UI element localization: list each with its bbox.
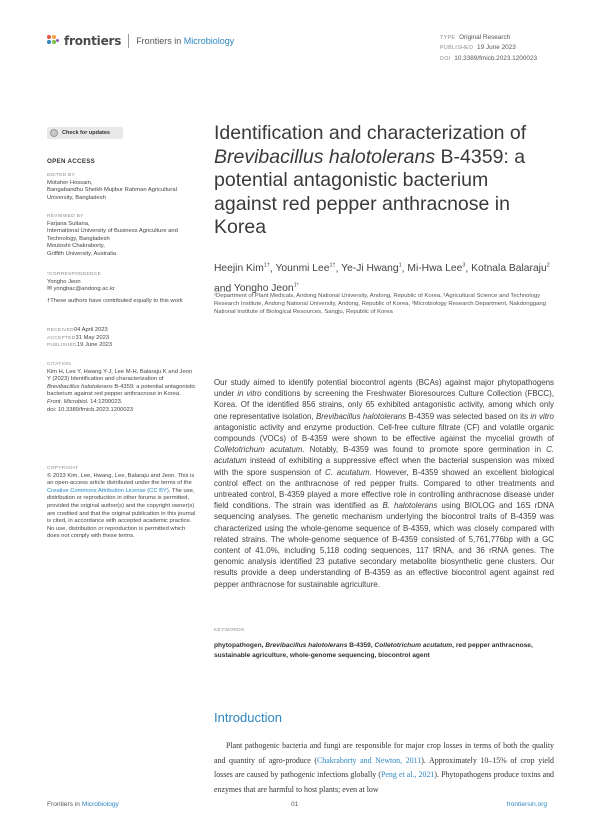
logo-wordmark: frontiers bbox=[64, 34, 122, 48]
page-number: 01 bbox=[291, 801, 299, 808]
meta-doi: DOI 10.3389/fmicb.2023.1200023 bbox=[440, 54, 538, 62]
copyright-block: COPYRIGHT © 2023 Kim, Lee, Hwang, Lee, Balaraju and Jeon. This is an open-access article distributed under the terms of the Creative Commons Attribution License (CC BY). The use, distribution or reproduction in other forums is permitted, provided the original author(s) and the copyright owner(s) are credited and that the original publication in this journal is cited, in accordance with accepted academic practice. No use, distribution or reproduction is permitted which does not comply with these terms. bbox=[47, 466, 196, 540]
frontiers-logo-icon bbox=[47, 35, 60, 48]
dates-block: RECEIVED04 April 2023 ACCEPTED31 May 2023 PUBLISHED19 June 2023 bbox=[47, 327, 113, 349]
correspondence-email[interactable]: ✉ yongbac@andong.ac.kr bbox=[47, 286, 115, 293]
keywords: phytopathogen, Brevibacillus halotolerans B-4359, Colletotrichum acutatum, red pepper anthracnose, sustainable agriculture, whole-genome sequencing, biocontrol agent bbox=[214, 642, 533, 659]
author-name: Ye-Ji Hwang$^1$ bbox=[341, 263, 402, 275]
affiliations: ¹Department of Plant Medicals, Andong National University, Andong, Republic of Korea, ²Agricultural Science and Technology Research Institute, Andong National University, Andong, Republic of Korea, ³Microbiology Research Department, Nakdonggang National Institute of Biological Resources, Sangju, Republic of Korea bbox=[214, 293, 546, 315]
correspondence-block: *CORRESPONDENCE Yongho Jeon ✉ yongbac@andong.ac.kr †These authors have contributed equally to this work bbox=[47, 271, 197, 305]
author-name: Yongho Jeon$^{1*}$ bbox=[233, 282, 299, 295]
citation-block: CITATION Kim H, Lee Y, Hwang Y-J, Lee M-H, Balaraju K and Jeon Y (2023) Identification and characterization of Brevibacillus halotolerans B-4359: a potential antagonistic bacterium against red pepper anthracnose in Korea. Front. Microbiol. 14:1200023. doi: 10.3389/fmicb.2023.1200023 bbox=[47, 362, 196, 413]
author-name: Younmi Lee$^{1\dagger}$ bbox=[275, 263, 336, 275]
article-meta bbox=[440, 33, 537, 64]
abstract: Our study aimed to identify potential biocontrol agents (BCAs) against major phytopathogens under in vitro conditions by screening the Freshwater Bioresources Culture Collection (FBCC), Korea. Of the identified 856 strains, only 65 exhibited antagonistic activity, among which only one representative isolation, Brevibacillus halotolerans B-4359 was selected based on its in vitro antagonistic activity and enzyme production. Cell-free culture filtrate (CF) and volatile organic compounds (VOCs) of B-4359 were shown to be effective against the mycelial growth of Colletotrichum acutatum. Notably, B-4359 was found to promote spore germination in C. acutatum instead of exhibiting a suppressive effect when the bacterial suspension was mixed with the spore suspension of C. acutatum. However, B-4359 showed an excellent biological control effect on the anthracnose of red pepper fruits. Compared to other treatments and untreated control, B-4359 played a more effective role in controlling anthracnose disease under field conditions. The strain was identified as B. halotolerans using BIOLOG and 16S rDNA sequencing analyses. The genetic mechanism underlying the biocontrol traits of B-4359 was characterized using the whole-genome sequence of B-4359, which was closely compared with related strains. The whole-genome sequence of B-4359 consisted of 5,761,776bp with a GC content of 41.0%, including 5,118 coding sequences, 117 tRNA, and 36 rRNA genes. The genomic analysis identified 23 putative secondary metabolite biosynthetic gene clusters. Our results provide a deep understanding of B-4359 as an effective biocontrol agent against red pepper anthracnose for sustainable agriculture. bbox=[214, 378, 554, 589]
footer-journal: Frontiers in Microbiology bbox=[47, 801, 119, 808]
logo-divider bbox=[128, 34, 129, 48]
edited-by-block: EDITED BY Motaher Hossain, Bangabandhu Sheikh Mujibur Rahman Agricultural University, Bangladesh bbox=[47, 173, 177, 201]
author-list: Heejin Kim$^{1\dagger}$, Younmi Lee$^{1\dagger}$, Ye-Ji Hwang$^1$, Mi-Hwa Lee$^3$, Kotnala Balaraju$^2$ and Yongho Jeon$^{1*}$ bbox=[214, 263, 550, 295]
update-check-icon bbox=[50, 129, 58, 137]
open-access-label: OPEN ACCESS bbox=[47, 158, 96, 165]
journal-name: Frontiers in Microbiology bbox=[136, 36, 235, 46]
keywords-caption: KEYWORDS bbox=[214, 628, 245, 633]
meta-published: PUBLISHED 19 June 2023 bbox=[440, 44, 516, 52]
footer-site-link[interactable]: frontiersin.org bbox=[506, 801, 547, 808]
citation-link[interactable]: Peng et al., 2021 bbox=[381, 770, 435, 780]
reviewed-by-block: REVIEWED BY Farjana Sultana, International University of Business Agriculture and Technology, Bangladesh Moutoshi Chakraborty, Griffith University, Australia bbox=[47, 214, 178, 257]
check-for-updates-button[interactable]: Check for updates bbox=[47, 127, 123, 139]
cc-by-license-link[interactable]: Creative Commons Attribution License (CC BY) bbox=[47, 487, 169, 494]
introduction-text: Plant pathogenic bacteria and fungi are responsible for major crop losses in terms of both the quality and quantity of agro-produce (Chakraborty and Newton, 2011). Approximately 10–15% of crop yield losses are caused by pathogenic infections globally (Peng et al., 2021). Phytopathogens produce toxins and enzymes that are harmful to host plants; even at low bbox=[214, 741, 554, 794]
article-title: Identification and characterization of Brevibacillus halotolerans B-4359: a potential antagonistic bacterium against red pepper anthracnose in Korea bbox=[214, 122, 527, 239]
author-name: Heejin Kim$^{1\dagger}$ bbox=[214, 263, 270, 275]
meta-type: TYPE Original Research bbox=[440, 34, 511, 41]
frontiers-logo[interactable] bbox=[47, 34, 234, 48]
author-name: Kotnala Balaraju$^2$ bbox=[471, 263, 550, 275]
citation-link[interactable]: Chakraborty and Newton, 2011 bbox=[317, 755, 422, 765]
author-name: Mi-Hwa Lee$^3$ bbox=[407, 263, 466, 275]
introduction-heading: Introduction bbox=[214, 710, 282, 725]
